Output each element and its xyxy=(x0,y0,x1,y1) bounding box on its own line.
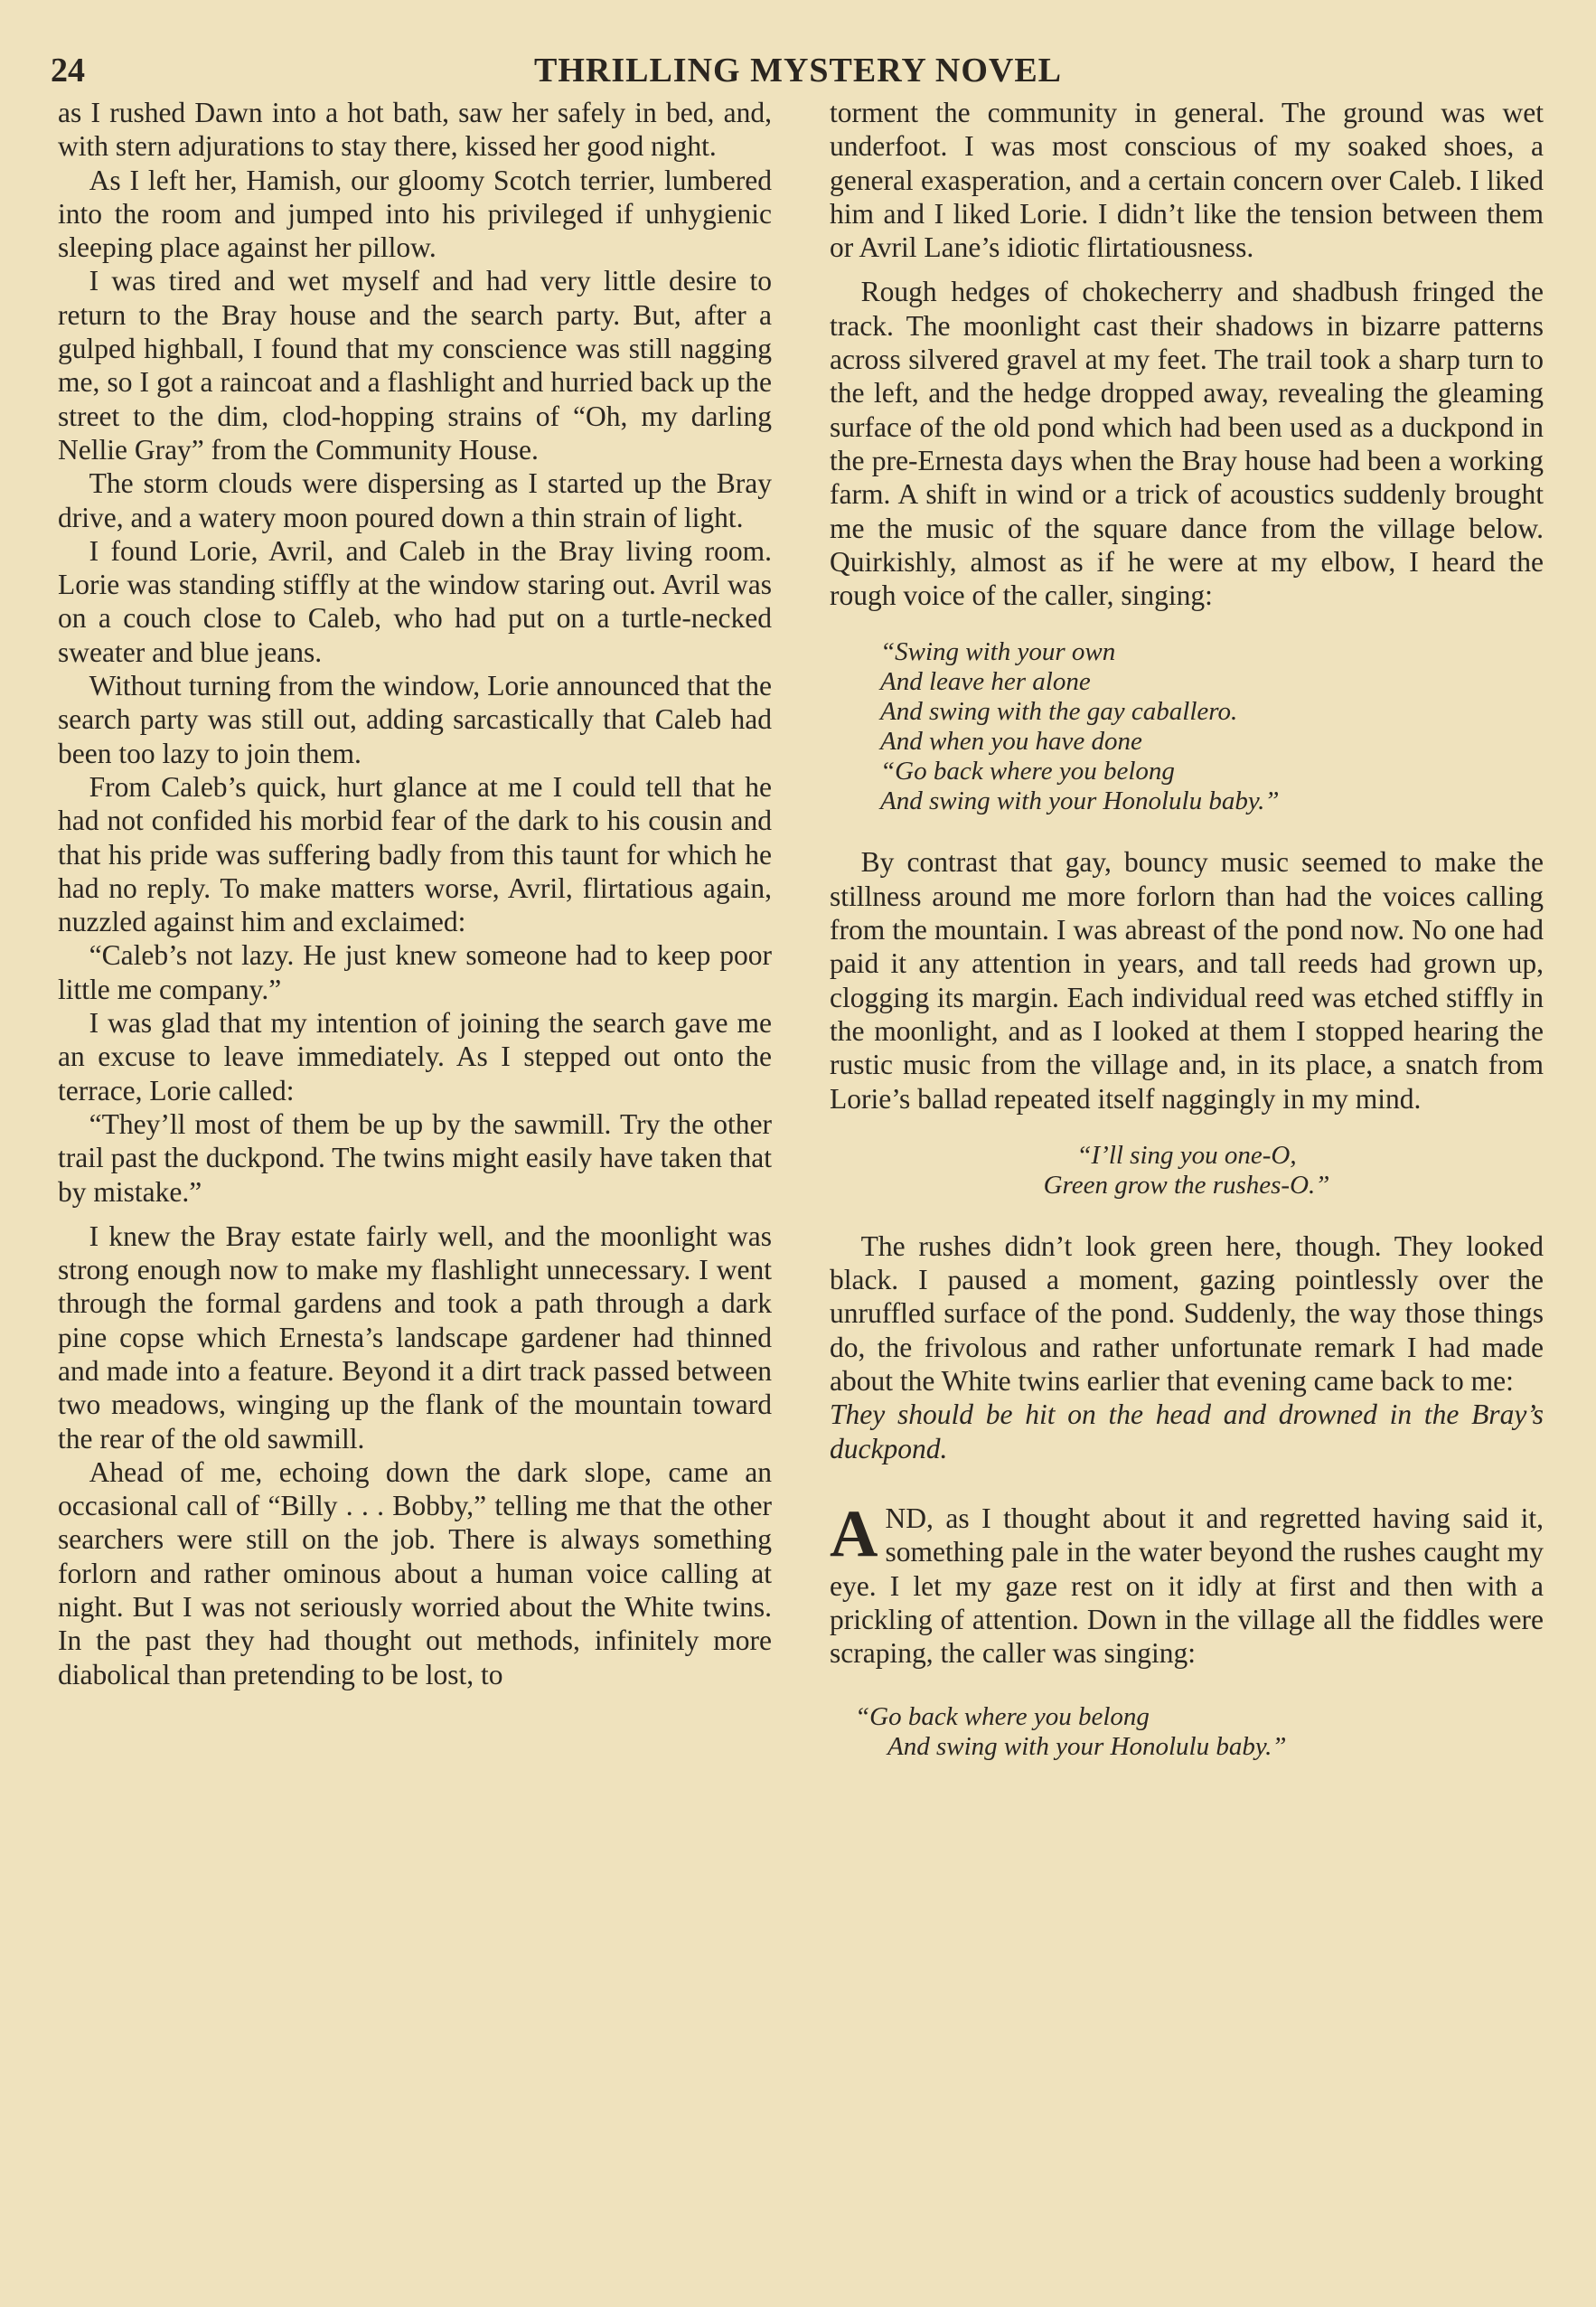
verse-line: “Swing with your own xyxy=(880,637,1116,667)
paragraph: Ahead of me, echoing down the dark slope, came an occasional call of “Billy . . . Bobby,” telling me that the other searchers were still on the job. There is always something forlorn and rather ominous about a human voice calling at night. But I was not seriously worried about the White twins. In the past they had thought out methods, infinitely more diabolical than pretending to be lost, to xyxy=(58,1455,772,1690)
song-verse xyxy=(830,637,1544,816)
song-verse xyxy=(830,1702,1544,1762)
paragraph: Without turning from the window, Lorie announced that the search party was still out, adding sarcastically that Caleb had been too lazy to join them. xyxy=(58,670,772,769)
verse-line: And leave her alone xyxy=(880,667,1091,697)
paragraph: As I left her, Hamish, our gloomy Scotch terrier, lumbered into the room and jumped into his privileged if unhygienic sleeping place against her pillow. xyxy=(58,164,772,264)
paragraph: The storm clouds were dispersing as I started up the Bray drive, and a watery moon poured down a thin strain of light. xyxy=(58,467,772,533)
verse-line: “Go back where you belong xyxy=(880,757,1175,786)
right-column xyxy=(830,96,1544,1791)
paragraph: as I rushed Dawn into a hot bath, saw her safely in bed, and, with stern adjurations to stay there, kissed her good night. xyxy=(58,97,772,163)
paragraph: I was tired and wet myself and had very little desire to return to the Bray house and the search party. But, after a gulped highball, I found that my conscience was still nagging me, so I got a raincoat and a flashlight and hurried back up the street to the dim, clod-hopping strains of “Oh, my darling Nellie Gray” from the Community House. xyxy=(58,265,772,466)
verse-line: And when you have done xyxy=(880,727,1142,757)
verse-line: And swing with your Honolulu baby.” xyxy=(887,1732,1287,1762)
drop-cap: A xyxy=(830,1496,878,1571)
italic-quote: They should be hit on the head and drowned in the Bray’s duckpond. xyxy=(830,1398,1544,1464)
verse-line: And swing with the gay caballero. xyxy=(880,697,1238,727)
paragraph-text: ND, as I thought about it and regretted having said it, something pale in the water beyond the rushes caught my eye. I let my gaze rest on it idly at first and then with a prickling of attention. Down in the village all the fiddles were scraping, the caller was singing: xyxy=(830,1502,1544,1670)
paragraph: From Caleb’s quick, hurt glance at me I could tell that he had not confided his morbid fear of the dark to his cousin and that his pride was suffering badly from this taunt for which he had no reply. To make matters worse, Avril, flirtatious again, nuzzled against him and exclaimed: xyxy=(58,770,772,938)
verse-line: Green grow the rushes-O.” xyxy=(1043,1170,1330,1200)
left-column xyxy=(58,96,772,1691)
paragraph: torment the community in general. The ground was wet underfoot. I was most conscious of my soaked shoes, a general exasperation, and a certain concern over Caleb. I liked him and I liked Lorie. I didn’t like the tension between them or Avril Lane’s idiotic flirtatiousness. xyxy=(830,97,1544,264)
verse-line: “Go back where you belong xyxy=(855,1702,1150,1732)
paragraph: The rushes didn’t look green here, though. They looked black. I paused a moment, gazing pointlessly over the unruffled surface of the pond. Suddenly, the way those things do, the frivolous and rather unfortunate remark I had made about the White twins earlier that evening came back to me: xyxy=(830,1229,1544,1398)
paragraph: I found Lorie, Avril, and Caleb in the Bray living room. Lorie was standing stiffly at the window staring out. Avril was on a couch close to Caleb, who had put on a turtle-necked sweater and blue jeans. xyxy=(58,534,772,668)
paragraph: Rough hedges of chokecherry and shadbush fringed the track. The moonlight cast their shadows in bizarre patterns across silvered gravel at my feet. The trail took a sharp turn to the left, and the hedge dropped away, revealing the gleaming surface of the old pond which had been used as a duckpond in the pre-Ernesta days when the Bray house had been a working farm. A shift in wind or a trick of acoustics suddenly brought me the music of the square dance from the village below. Quirkishly, almost as if he were at my elbow, I heard the rough voice of the caller, singing: xyxy=(830,276,1544,612)
verse-line: And swing with your Honolulu baby.” xyxy=(880,786,1280,816)
paragraph: By contrast that gay, bouncy music seemed to make the stillness around me more forlorn than had the voices calling from the mountain. I was abreast of the pond now. No one had paid it any attention in years, and tall reeds had grown up, clogging its margin. Each individual reed was etched stiffly in the moonlight, and as I looked at them I stopped hearing the rustic music from the village and, in its place, a snatch from Lorie’s ballad repeated itself naggingly in my mind. xyxy=(830,846,1544,1115)
paragraph: I was glad that my intention of joining the search gave me an excuse to leave immediately. As I stepped out onto the terrace, Lorie called: xyxy=(58,1007,772,1106)
page-number: 24 xyxy=(51,52,85,89)
ballad-verse xyxy=(830,1141,1544,1201)
paragraph: “Caleb’s not lazy. He just knew someone had to keep poor little me company.” xyxy=(58,939,772,1005)
paragraph: “They’ll most of them be up by the sawmill. Try the other trail past the duckpond. The twins might easily have taken that by mistake.” xyxy=(58,1107,772,1208)
verse-line: “I’ll sing you one-O, xyxy=(1076,1140,1297,1170)
section-opening-paragraph xyxy=(830,1496,1544,1670)
paragraph: I knew the Bray estate fairly well, and the moonlight was strong enough now to make my flashlight unnecessary. I went through the formal gardens and took a path through a dark pine copse which Ernesta’s landscape gardener had thinned and made into a feature. Beyond it a dirt track passed between two meadows, winging up the flank of the mountain toward the rear of the old sawmill. xyxy=(58,1219,772,1455)
running-title: THRILLING MYSTERY NOVEL xyxy=(533,52,1063,89)
